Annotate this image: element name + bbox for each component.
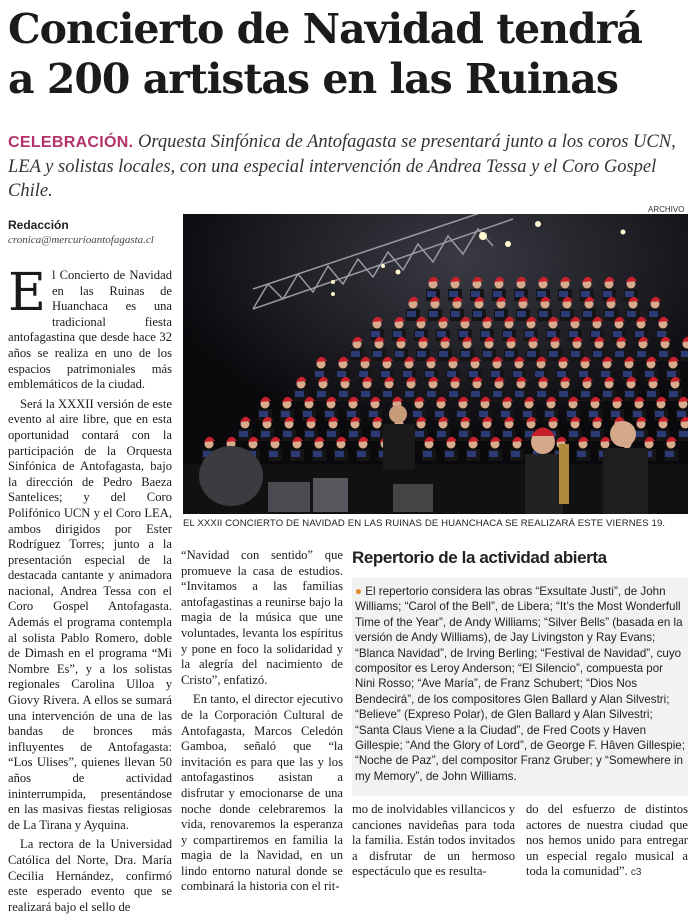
choir-illustration <box>183 214 688 514</box>
music-folder <box>335 451 344 457</box>
music-folder <box>239 431 248 437</box>
music-folder <box>657 331 666 337</box>
music-folder <box>503 431 512 437</box>
music-folder <box>481 331 490 337</box>
music-folder <box>559 391 568 397</box>
music-folder <box>577 451 586 457</box>
deck-text: Orquesta Sinfónica de Antofagasta se presentará junto a los coros UCN, LEA y solistas locales, con una especial intervención de Andrea Tessa y el Coro Gospel Chile. <box>8 132 676 201</box>
music-folder <box>445 451 454 457</box>
music-folder <box>665 451 674 457</box>
music-folder <box>415 331 424 337</box>
music-folder <box>625 391 634 397</box>
music-folder <box>371 431 380 437</box>
music-folder <box>417 351 426 357</box>
music-folder <box>613 331 622 337</box>
music-folder <box>415 431 424 437</box>
music-folder <box>313 451 322 457</box>
music-folder <box>357 451 366 457</box>
music-folder <box>479 411 488 417</box>
music-folder <box>317 391 326 397</box>
music-folder <box>511 451 520 457</box>
music-folder <box>655 411 664 417</box>
music-folder <box>259 411 268 417</box>
music-folder <box>347 411 356 417</box>
music-folder <box>505 351 514 357</box>
music-folder <box>611 411 620 417</box>
music-folder <box>549 351 558 357</box>
music-folder <box>381 371 390 377</box>
paragraph: El Concierto de Navidad en las Ruinas de Huanchaca es una tradicional fiesta antofagastina que desde hace 32 años se realiza en uno de los espacios patrimoniales más emblemáticos de la ciudad. <box>8 263 172 392</box>
music-folder <box>439 351 448 357</box>
byline: Redacción <box>8 218 69 232</box>
music-folder <box>603 391 612 397</box>
music-folder <box>337 371 346 377</box>
music-folder <box>403 371 412 377</box>
music-folder <box>583 311 592 317</box>
sidebar-title: Repertorio de la actividad abierta <box>352 548 607 567</box>
music-folder <box>449 391 458 397</box>
paragraph: mo de inolvidables villancicos y canciones navideñas para toda la familia. Están todos invitados a disfrutar de un hermoso espectáculo que es resulta- <box>352 802 515 879</box>
music-folder <box>461 351 470 357</box>
music-folder <box>537 391 546 397</box>
music-folder <box>623 371 632 377</box>
music-folder <box>393 331 402 337</box>
music-folder <box>657 431 666 437</box>
music-folder <box>437 331 446 337</box>
headline-line-2: a 200 artistas en las Ruinas <box>8 55 618 103</box>
end-mark-icon: c3 <box>630 867 642 879</box>
music-folder <box>471 291 480 297</box>
music-folder <box>489 451 498 457</box>
music-folder <box>635 431 644 437</box>
music-folder <box>303 411 312 417</box>
photo-caption: EL XXXII CONCIERTO DE NAVIDAD EN LAS RUINAS DE HUANCHACA SE REALIZARÁ ESTE VIERNES 19. <box>183 518 666 529</box>
music-folder <box>413 411 422 417</box>
music-folder <box>581 291 590 297</box>
music-folder <box>635 331 644 337</box>
sidebar-body: ● El repertorio considera las obras “Exsultate Justi”, de John Williams; “Carol of the Bell”, de Libera; “It’s the Most Wonderfull Time of the Year”, de Andy Williams; “Silver Bells” (basada en la versión de Andy Williams), de Jay Livingston y Ray Evans; “Blanca Navidad”, de Irving Berling; “Festival de Navidad”, cuyo compositor es Leroy Anderson; “El Silencio”, compuesta por Nini Rosso; “Ave María”, de Franz Schubert; “Dios Nos Bendecirá”, de los compositores Glen Ballard y Alan Silvestri; “Believe” (Expreso Polar), de Glen Ballard y Alan Silvestri; “Santa Claus Viene a la Ciudad”, de Fred Coots y Haven Gillespie; “And the Glory of Lord”, de George F. Hâven Gillespie; “Noche de Paz”, del compositor Franz Gruber; y “Somewhere in my Memory”, de John Williams. <box>355 585 685 783</box>
music-folder <box>471 391 480 397</box>
body-column-3 <box>352 802 515 884</box>
music-folder <box>295 391 304 397</box>
music-folder <box>395 351 404 357</box>
paragraph: do del esfuerzo de distintos actores de nuestra ciudad que nos hemos unido para entregar un especial regalo musical a toda la comunidad”. c3 <box>526 802 688 879</box>
bullet-icon: ● <box>355 585 363 598</box>
music-folder <box>423 451 432 457</box>
photo-credit: ARCHIVO <box>648 205 685 214</box>
music-folder <box>407 311 416 317</box>
paragraph: En tanto, el director ejecutivo de la Corporación Cultural de Antofagasta, Marcos Celedón Gamboa, señaló que “la invitación es para que las y los antofagastinos asistan a disfrutar y emocionarse de una noche donde celebraremos la vida, renovaremos la esperanza y compartiremos en familia la magia de la Navidad, en un lindo entorno natural donde se combinará la historia con el rit- <box>181 692 343 894</box>
music-folder <box>539 311 548 317</box>
music-folder <box>669 391 678 397</box>
music-folder <box>679 431 688 437</box>
music-folder <box>627 311 636 317</box>
music-folder <box>481 431 490 437</box>
music-folder <box>315 371 324 377</box>
music-folder <box>457 411 466 417</box>
music-folder <box>513 371 522 377</box>
music-folder <box>371 331 380 337</box>
music-folder <box>591 431 600 437</box>
music-folder <box>637 351 646 357</box>
music-folder <box>469 371 478 377</box>
music-folder <box>681 351 688 357</box>
music-folder <box>593 351 602 357</box>
music-folder <box>667 371 676 377</box>
music-folder <box>525 331 534 337</box>
music-folder <box>535 371 544 377</box>
music-folder <box>459 431 468 437</box>
music-folder <box>305 431 314 437</box>
music-folder <box>605 311 614 317</box>
music-folder <box>325 411 334 417</box>
music-folder <box>369 411 378 417</box>
music-folder <box>501 411 510 417</box>
music-folder <box>405 391 414 397</box>
body-column-1 <box>8 263 172 919</box>
headline-line-1: Concierto de Navidad tendrá <box>8 5 642 53</box>
music-folder <box>659 351 668 357</box>
music-folder <box>559 291 568 297</box>
paragraph: La rectora de la Universidad Católica del Norte, Dra. María Cecilia Hernández, confirmó este esperado evento que se realizará bajo el sello de <box>8 837 172 914</box>
music-folder <box>283 431 292 437</box>
music-folder <box>373 351 382 357</box>
music-folder <box>449 291 458 297</box>
music-folder <box>561 311 570 317</box>
music-folder <box>339 391 348 397</box>
music-folder <box>429 311 438 317</box>
music-folder <box>603 291 612 297</box>
music-folder <box>427 391 436 397</box>
music-folder <box>447 371 456 377</box>
music-folder <box>569 431 578 437</box>
music-folder <box>625 291 634 297</box>
music-folder <box>545 411 554 417</box>
music-folder <box>351 351 360 357</box>
music-folder <box>473 311 482 317</box>
music-folder <box>435 411 444 417</box>
music-folder <box>383 391 392 397</box>
deck <box>8 130 683 203</box>
music-folder <box>491 371 500 377</box>
music-folder <box>515 291 524 297</box>
music-folder <box>615 351 624 357</box>
concert-photo <box>183 214 688 514</box>
music-folder <box>437 431 446 437</box>
music-folder <box>451 311 460 317</box>
music-folder <box>503 331 512 337</box>
music-folder <box>579 371 588 377</box>
music-folder <box>647 391 656 397</box>
music-folder <box>493 291 502 297</box>
body-column-2 <box>181 548 343 899</box>
music-folder <box>601 371 610 377</box>
music-folder <box>425 371 434 377</box>
music-folder <box>589 411 598 417</box>
music-folder <box>515 391 524 397</box>
paragraph: “Navidad con sentido” que promueve la casa de estudios. “Invitamos a las familias antofagastinas a reunirse bajo la magia de la música que une voluntades, levanta los espíritus y pone en foco la solidaridad y la alegría del nacimiento de Cristo”, enfatizó. <box>181 548 343 687</box>
music-folder <box>291 451 300 457</box>
music-folder <box>677 411 686 417</box>
music-folder <box>557 371 566 377</box>
music-folder <box>361 391 370 397</box>
music-folder <box>281 411 290 417</box>
music-folder <box>523 411 532 417</box>
body-column-4 <box>526 802 688 885</box>
music-folder <box>495 311 504 317</box>
music-folder <box>567 411 576 417</box>
music-folder <box>269 451 278 457</box>
music-folder <box>261 431 270 437</box>
music-folder <box>591 331 600 337</box>
music-folder <box>467 451 476 457</box>
music-folder <box>527 351 536 357</box>
author-email: cronica@mercurioantofagasta.cl <box>8 234 154 246</box>
music-folder <box>517 311 526 317</box>
music-folder <box>537 291 546 297</box>
music-folder <box>483 351 492 357</box>
music-folder <box>493 391 502 397</box>
dropcap: E <box>8 263 46 323</box>
music-folder <box>427 291 436 297</box>
music-folder <box>581 391 590 397</box>
music-folder <box>327 431 336 437</box>
kicker: CELEBRACIÓN. <box>8 134 134 151</box>
music-folder <box>349 431 358 437</box>
music-folder <box>649 311 658 317</box>
music-folder <box>571 351 580 357</box>
headline <box>8 4 688 104</box>
music-folder <box>459 331 468 337</box>
music-folder <box>547 331 556 337</box>
music-folder <box>569 331 578 337</box>
music-folder <box>359 371 368 377</box>
music-folder <box>645 371 654 377</box>
music-folder <box>633 411 642 417</box>
paragraph: Será la XXXII versión de este evento al aire libre, que en esta oportunidad contará con la participación de la Orquesta Sinfónica de Antofagasta, bajo la dirección de Pedro Baeza Santelices; y del Coro Polifónico UCN y el Coro LEA, ambos dirigidos por Ester Rodríguez Torres; junto a la presentación especial de la destacada cantante y animadora nacional, Andrea Tessa con el Coro Gospel Antofagasta. Además el programa contempla al solista Pablo Romero, doble de Dimash en el programa “Mi Nombre Es”, y a los solistas regionales Carolina Ulloa y Giovy Rivera. A ellos se sumará una intervención de una de las bandas de bronces más influyentes de Antofagasta: “Los Ulises”, quienes llevan 50 años de actividad ininterrumpida, presentándose en las masivas fiestas religiosas de La Tirana y Ayquina. <box>8 396 172 832</box>
